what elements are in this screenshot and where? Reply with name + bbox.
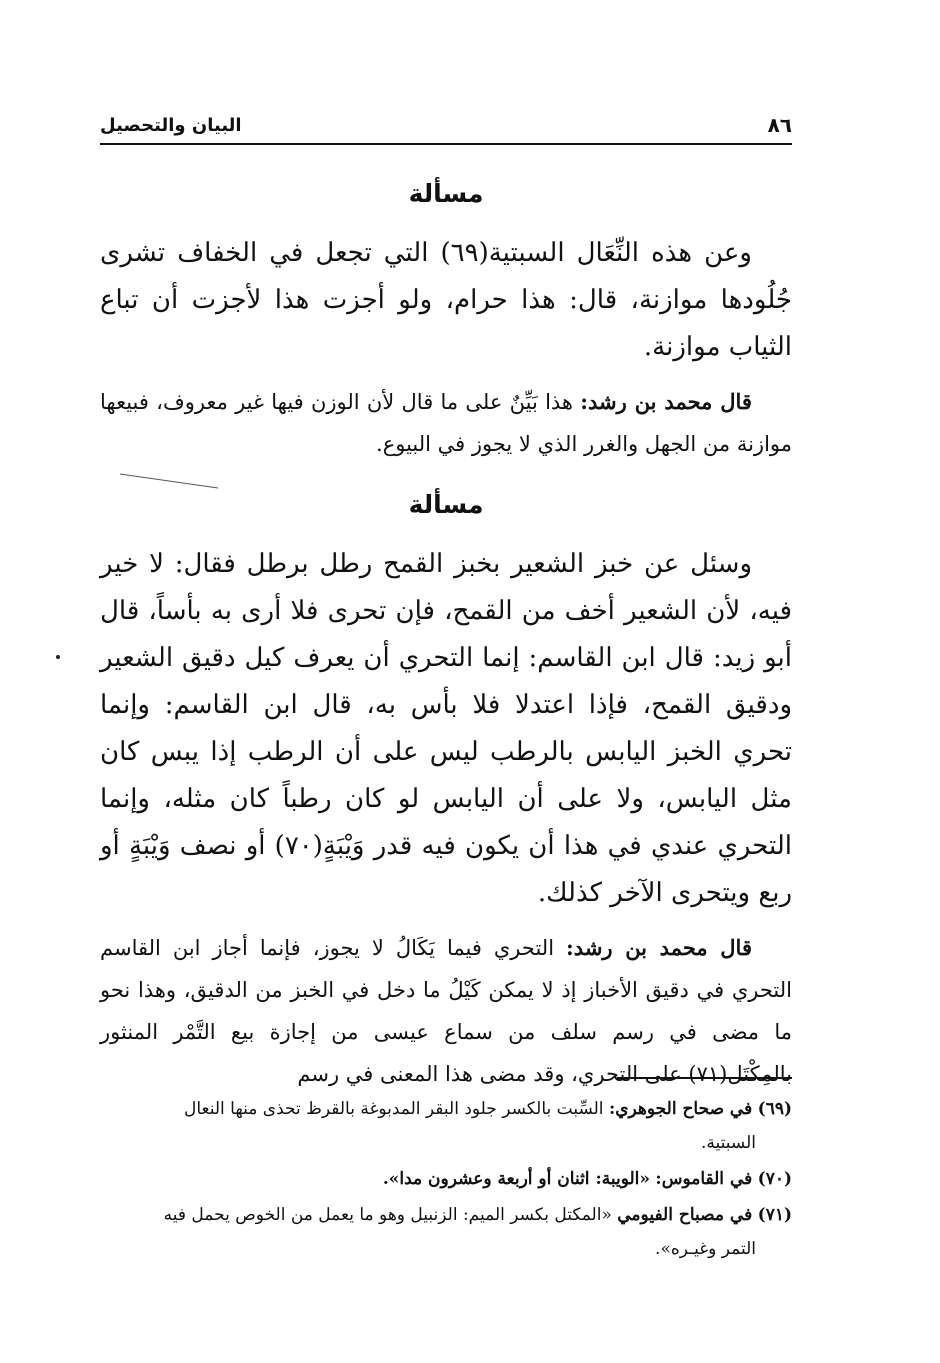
running-title: البيان والتحصيل xyxy=(100,115,242,136)
page-header xyxy=(100,113,792,145)
commentary-speaker: قال محمد بن رشد: xyxy=(580,389,752,414)
footnote-marker: (٦٩) xyxy=(757,1099,792,1119)
section-heading: مسألة xyxy=(408,179,484,208)
footnote xyxy=(100,1092,792,1160)
commentary-paragraph xyxy=(100,927,792,1095)
commentary-speaker: قال محمد بن رشد: xyxy=(566,935,752,960)
footnote-text: «المكتل بكسر الميم: الزنبيل وهو ما يعمل من الخوص يحمل فيه xyxy=(163,1205,612,1225)
footnote-source: في صحاح الجوهري: xyxy=(608,1099,753,1119)
commentary-text: التحري فيما يَكَالُ لا يجوز، فإنما أجاز ابن القاسم التحري في دقيق الأخباز إذ لا يمكن كَيْلُ ما دخل في الخبز من الدقيق، وهذا نحو ما مضى في رسم سلف من سماع عيسى من إجازة بيع التَّمْر المنثور بالمِكْتَل(٧١) على التحري، وقد مضى هذا المعنى في رسم xyxy=(100,936,792,1086)
footnote-separator xyxy=(617,1077,792,1079)
footnote-source: في القاموس: xyxy=(655,1169,753,1189)
main-text xyxy=(100,172,792,1113)
footnote xyxy=(100,1162,792,1196)
section-heading: مسألة xyxy=(408,490,484,519)
footnote-continuation: التمر وغيـره». xyxy=(655,1239,756,1259)
question-paragraph: وسئل عن خبز الشعير بخبز القمح رطل برطل فقال: لا خير فيه، لأن الشعير أخف من القمح، فإن تحرى فلا أرى به بأساً، قال أبو زيد: قال ابن القاسم: إنما التحري أن يعرف كيل دقيق الشعير ودقيق القمح، فإذا اعتدلا فلا بأس به، قال ابن القاسم: وإنما تحري الخبز اليابس بالرطب ليس على أن الرطب إذا يبس كان مثل اليابس، ولا على أن اليابس لو كان رطباً كان مثله، وإنما التحري عندي في هذا أن يكون فيه قدر وَيْبَةٍ(٧٠) أو نصف وَيْبَةٍ أو ربع ويتحرى الآخر كذلك. xyxy=(100,549,792,908)
page-number: ٨٦ xyxy=(767,113,792,137)
commentary-paragraph xyxy=(100,381,792,465)
question-paragraph: وعن هذه النِّعَال السبتية(٦٩) التي تجعل في الخفاف تشرى جُلُودها موازنة، قال: هذا حرام، ولو أجزت هذا لأجزت أن تباع الثياب موازنة. xyxy=(100,238,792,362)
section-2 xyxy=(100,483,792,1095)
footnotes xyxy=(100,1092,792,1268)
footnote-source: في مصباح الفيومي xyxy=(617,1205,753,1225)
footnote-marker: (٧٠) xyxy=(757,1169,792,1189)
footnote-text: السِّبت بالكسر جلود البقر المدبوغة بالقرظ تحذى منها النعال xyxy=(183,1099,604,1119)
scan-artifact-dot xyxy=(56,655,60,659)
footnote-text: «الويبة: اثنان أو أربعة وعشرون مدا». xyxy=(382,1169,651,1189)
footnote-continuation: السبتية. xyxy=(701,1133,756,1153)
footnote xyxy=(100,1198,792,1266)
commentary-text: هذا بَيِّنٌ على ما قال لأن الوزن فيها غير معروف، فبيعها موازنة من الجهل والغرر الذي لا يجوز في البيوع. xyxy=(100,390,792,456)
footnote-marker: (٧١) xyxy=(757,1205,792,1225)
section-1 xyxy=(100,172,792,465)
